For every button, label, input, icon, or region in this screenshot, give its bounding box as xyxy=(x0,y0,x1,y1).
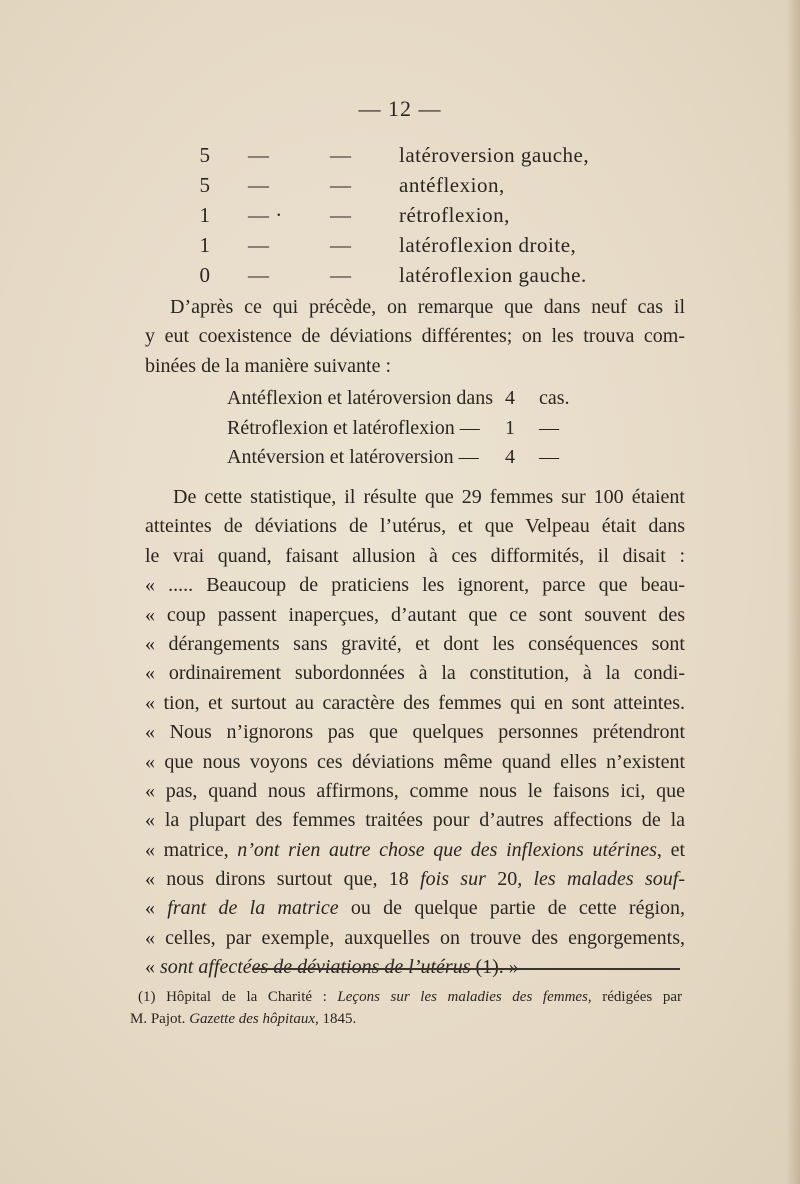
text-line: y eut coexistence de déviations différentes; on les trouva com- xyxy=(145,325,685,348)
text-run: 20, xyxy=(497,868,523,891)
stats-dash: — xyxy=(248,173,270,197)
stats-label: antéflexion, xyxy=(399,173,505,197)
stats-count: 0 xyxy=(199,263,211,287)
text-run: ou de quelque partie de cette région, xyxy=(350,897,685,920)
italic-text-run: frant de la matrice xyxy=(167,897,339,920)
text-line: atteintes de déviations de l’utérus, et que Velpeau était dans xyxy=(145,515,685,538)
combination-unit: — xyxy=(539,446,559,468)
footnote-line xyxy=(130,986,682,1008)
stats-label: latéroflexion droite, xyxy=(399,233,577,257)
text-line: « ordinairement subordonnées à la constitution, à la condi- xyxy=(145,662,685,685)
text-line: « Nous n’ignorons pas que quelques personnes prétendront xyxy=(145,721,685,744)
combination-label: Rétroflexion et latéroflexion — xyxy=(227,416,480,439)
stats-row xyxy=(0,201,800,231)
italic-text-run: les malades souf- xyxy=(533,868,685,891)
text-run: rédigées par xyxy=(602,989,682,1005)
page-number: — 12 — xyxy=(358,96,442,121)
combination-unit: cas. xyxy=(539,387,570,409)
footnote-line xyxy=(130,1008,682,1030)
stats-dash: — xyxy=(248,143,270,167)
stats-dash: — xyxy=(330,173,352,197)
text-line: « pas, quand nous affirmons, comme nous le faisons ici, que xyxy=(145,779,685,802)
deviation-stats-table xyxy=(0,141,800,291)
text-run: (1). » xyxy=(475,956,519,979)
combination-row xyxy=(0,446,800,476)
stats-count: 5 xyxy=(199,173,211,197)
text-line xyxy=(145,894,685,923)
text-run: , et xyxy=(656,838,685,861)
text-line: « que nous voyons ces déviations même quand elles n’existent xyxy=(145,750,685,773)
text-run: « xyxy=(145,956,155,979)
stats-dash: — xyxy=(248,263,270,287)
stats-dash: — xyxy=(248,233,270,257)
text-run: M. Pajot. xyxy=(130,1011,186,1027)
combination-row xyxy=(0,417,800,447)
text-line xyxy=(145,836,685,865)
stats-row xyxy=(0,171,800,201)
combination-label: Antéversion et latéroversion — xyxy=(227,446,479,468)
stats-row xyxy=(0,231,800,261)
footnote-separator-rule xyxy=(252,968,680,970)
combination-count: 1 xyxy=(505,416,515,439)
text-line: « tion, et surtout au caractère des femmes qui en sont atteintes. xyxy=(145,691,685,714)
text-line: « celles, par exemple, auxquelles on trouve des engorgements, xyxy=(145,926,685,949)
combination-count: 4 xyxy=(505,387,515,409)
paragraph-velpeau-quote xyxy=(145,483,685,983)
stats-row xyxy=(0,261,800,291)
stats-count: 1 xyxy=(199,203,211,227)
italic-text-run: Leçons sur les maladies des femmes, xyxy=(337,989,592,1005)
text-run: « nous dirons surtout que, 18 xyxy=(145,868,409,891)
stats-dash: — xyxy=(330,143,352,167)
italic-text-run: sont affectées de déviations de l’utérus xyxy=(160,956,471,979)
text-run: « xyxy=(145,897,155,920)
text-line: De cette statistique, il résulte que 29 femmes sur 100 étaient xyxy=(173,486,685,508)
text-line: le vrai quand, faisant allusion à ces difformités, il disait : xyxy=(145,544,685,567)
text-line: D’après ce qui précède, on remarque que dans neuf cas il xyxy=(170,296,685,318)
combination-row xyxy=(0,387,800,417)
stats-label: latéroversion gauche, xyxy=(399,143,590,167)
stats-dash: — xyxy=(330,263,352,287)
italic-text-run: n’ont rien autre chose que des inflexions utérines xyxy=(237,838,657,861)
stats-row xyxy=(0,141,800,171)
italic-text-run: fois sur xyxy=(420,868,486,891)
text-run: (1) Hôpital de la Charité : xyxy=(138,989,327,1005)
text-line: « la plupart des femmes traitées pour d’autres affections de la xyxy=(145,809,685,832)
text-line: « coup passent inaperçues, d’autant que ce sont souvent des xyxy=(145,603,685,626)
footnote xyxy=(130,986,682,1030)
text-line xyxy=(145,865,685,894)
stats-count: 1 xyxy=(199,233,211,257)
text-line: « dérangements sans gravité, et dont les conséquences sont xyxy=(145,632,685,655)
stats-dash: — xyxy=(330,203,352,227)
text-run: « matrice, xyxy=(145,838,229,861)
stats-dash: — · xyxy=(248,203,283,227)
paragraph-intro xyxy=(145,293,685,381)
text-line: binées de la manière suivante : xyxy=(145,354,392,377)
stats-count: 5 xyxy=(199,143,211,167)
combination-unit: — xyxy=(539,416,559,439)
text-line: « ..... Beaucoup de praticiens les ignorent, parce que beau- xyxy=(145,574,685,597)
combination-list xyxy=(0,387,800,476)
stats-label: rétroflexion, xyxy=(399,203,510,227)
combination-label: Antéflexion et latéroversion dans xyxy=(227,387,494,409)
combination-count: 4 xyxy=(505,446,515,468)
italic-text-run: Gazette des hôpitaux, xyxy=(189,1011,319,1027)
stats-label: latéroflexion gauche. xyxy=(399,263,587,287)
stats-dash: — xyxy=(330,233,352,257)
text-run: 1845. xyxy=(322,1011,357,1027)
